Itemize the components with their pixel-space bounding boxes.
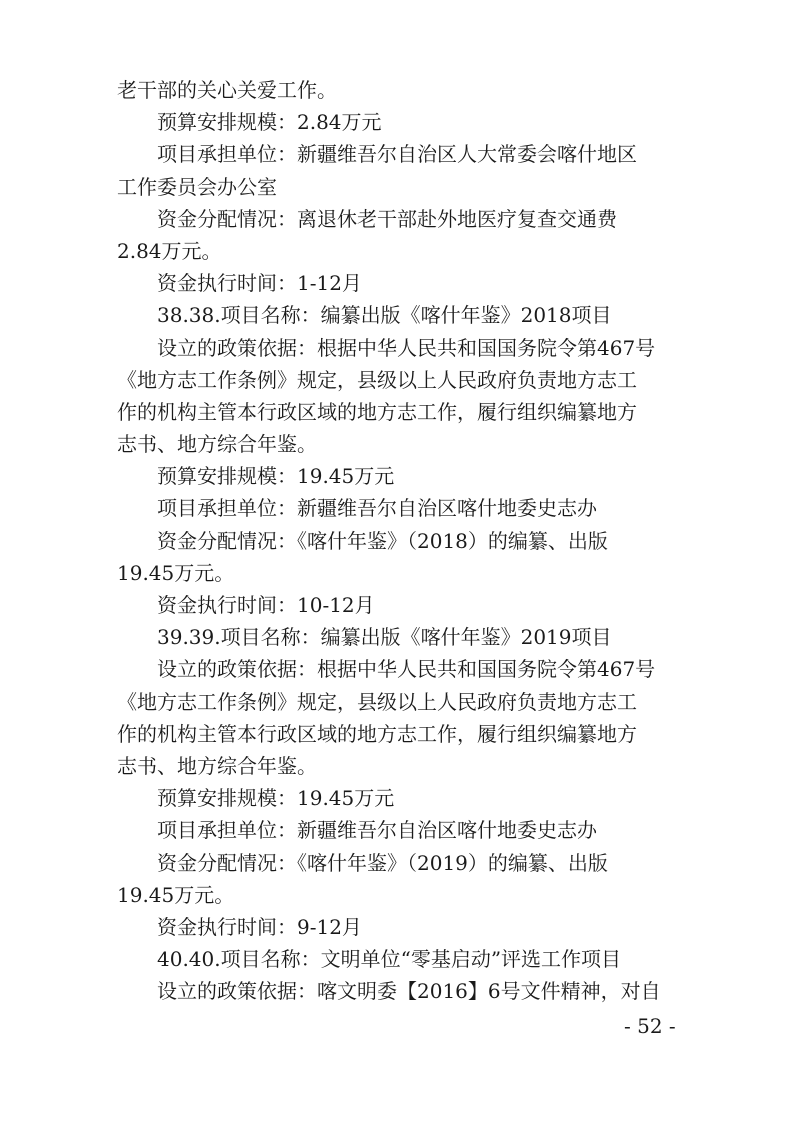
text-line: 19.45万元。 xyxy=(117,560,235,585)
text-line: 39.39.项目名称：编纂出版《喀什年鉴》2019项目 xyxy=(157,625,612,650)
page-number: - 52 - xyxy=(624,1014,676,1038)
text-line: 工作委员会办公室 xyxy=(117,174,277,199)
text-line: 老干部的关心关爱工作。 xyxy=(117,78,337,102)
text-line: 《地方志工作条例》规定，县级以上人民政府负责地方志工 xyxy=(117,689,637,714)
text-line: 设立的政策依据：根据中华人民共和国国务院令第467号 xyxy=(157,335,656,360)
text-line: 40.40.项目名称：文明单位“零基启动”评选工作项目 xyxy=(157,947,622,972)
text-line: 资金执行时间：10-12月 xyxy=(157,593,375,617)
text-line: 资金分配情况：《喀什年鉴》（2018）的编纂、出版 xyxy=(157,528,608,553)
text-line: 项目承担单位：新疆维吾尔自治区人大常委会喀什地区 xyxy=(157,142,637,167)
text-line: 资金分配情况：《喀什年鉴》（2019）的编纂、出版 xyxy=(157,850,608,875)
text-line: 作的机构主管本行政区域的地方志工作，履行组织编纂地方 xyxy=(117,721,637,746)
text-line: 志书、地方综合年鉴。 xyxy=(117,753,317,778)
body-text xyxy=(117,74,677,1007)
text-line: 《地方志工作条例》规定，县级以上人民政府负责地方志工 xyxy=(117,367,637,392)
text-line: 资金分配情况：离退休老干部赴外地医疗复查交通费 xyxy=(157,206,617,231)
text-line: 38.38.项目名称：编纂出版《喀什年鉴》2018项目 xyxy=(157,303,612,328)
text-line: 2.84万元。 xyxy=(117,238,222,263)
text-line: 项目承担单位：新疆维吾尔自治区喀什地委史志办 xyxy=(157,818,597,843)
text-line: 作的机构主管本行政区域的地方志工作，履行组织编纂地方 xyxy=(117,399,637,424)
text-line: 志书、地方综合年鉴。 xyxy=(117,432,317,457)
text-line: 设立的政策依据：喀文明委【2016】6号文件精神，对自 xyxy=(157,979,661,1004)
text-line: 设立的政策依据：根据中华人民共和国国务院令第467号 xyxy=(157,657,656,682)
text-line: 资金执行时间：1-12月 xyxy=(157,271,362,296)
text-line: 资金执行时间：9-12月 xyxy=(157,914,362,939)
text-line: 项目承担单位：新疆维吾尔自治区喀什地委史志办 xyxy=(157,496,597,521)
text-line: 预算安排规模：19.45万元 xyxy=(157,464,395,489)
text-line: 19.45万元。 xyxy=(117,882,235,907)
text-line: 预算安排规模：2.84万元 xyxy=(157,110,382,135)
text-line: 预算安排规模：19.45万元 xyxy=(157,786,395,811)
